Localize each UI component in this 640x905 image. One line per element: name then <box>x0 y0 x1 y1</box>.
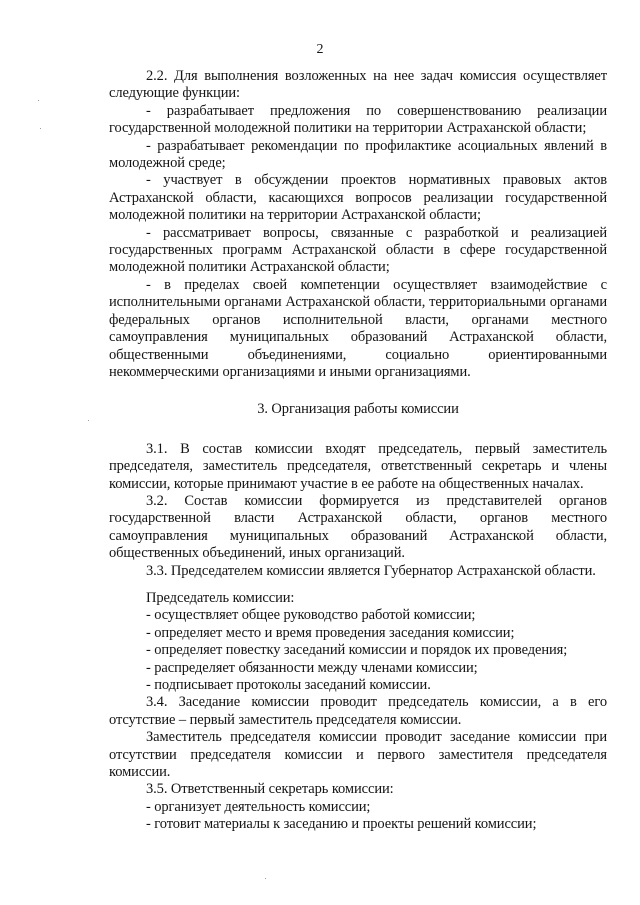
paragraph: 3.5. Ответственный секретарь комиссии: <box>146 781 394 798</box>
section-heading: 3. Организация работы комиссии <box>257 401 459 418</box>
scan-speck <box>88 420 89 421</box>
paragraph: - осуществляет общее руководство работой комиссии; <box>146 607 476 624</box>
paragraph: - готовит материалы к заседанию и проекты решений комиссии; <box>146 816 537 833</box>
paragraph: - определяет место и время проведения заседания комиссии; <box>146 624 515 641</box>
paragraph: - разрабатывает предложения по совершенствованию реализации государственной молодежной политики на территории Астраханской области; <box>109 102 607 137</box>
paragraph: - разрабатывает рекомендации по профилактике асоциальных явлений в молодежной среде; <box>109 137 607 172</box>
paragraph: - в пределах своей компетенции осуществляет взаимодействие с исполнительными органами Астраханской области, территориальными органами федеральных органов исполнительной власти, органами местного самоуправления муниципальных образований Астраханской области, общественными объединениями, социально ориентированными некоммерческими организациями и иными организациями. <box>109 276 607 380</box>
scan-speck <box>40 128 41 129</box>
scan-speck <box>38 100 39 101</box>
paragraph: 2.2. Для выполнения возложенных на нее задач комиссия осуществляет следующие функции: <box>109 68 607 102</box>
paragraph: - подписывает протоколы заседаний комиссии. <box>146 677 431 693</box>
paragraph: - рассматривает вопросы, связанные с разработкой и реализацией государственных программ Астраханской области в сфере государственной молодежной политики Астраханской области; <box>109 224 607 276</box>
paragraph: 3.1. В состав комиссии входят председатель, первый заместитель председателя, заместитель председателя, ответственный секретарь и члены комиссии, которые принимают участие в ее работе на общественных началах. <box>109 440 607 492</box>
paragraph: 3.3. Председателем комиссии является Губернатор Астраханской области. <box>146 562 596 579</box>
document-body <box>109 68 607 834</box>
paragraph: - определяет повестку заседаний комиссии и порядок их проведения; <box>146 642 568 659</box>
scan-speck <box>265 878 266 879</box>
paragraph: - организует деятельность комиссии; <box>146 798 371 815</box>
paragraph: - участвует в обсуждении проектов нормативных правовых актов Астраханской области, касающихся вопросов реализации государственной молодежной политики на территории Астраханской области; <box>109 172 607 224</box>
paragraph: 3.2. Состав комиссии формируется из представителей органов государственной власти Астраханской области, органов местного самоуправления муниципальных образований Астраханской области, общественных объединений, иных организаций. <box>109 492 607 562</box>
paragraph: Заместитель председателя комиссии проводит заседание комиссии при отсутствии председателя комиссии и первого заместителя председателя комиссии. <box>109 729 607 781</box>
page-number: 2 <box>316 42 324 57</box>
paragraph: 3.4. Заседание комиссии проводит председатель комиссии, а в его отсутствие – первый заместитель председателя комиссии. <box>109 694 607 728</box>
paragraph: Председатель комиссии: <box>146 589 295 606</box>
paragraph: - распределяет обязанности между членами комиссии; <box>146 659 478 676</box>
